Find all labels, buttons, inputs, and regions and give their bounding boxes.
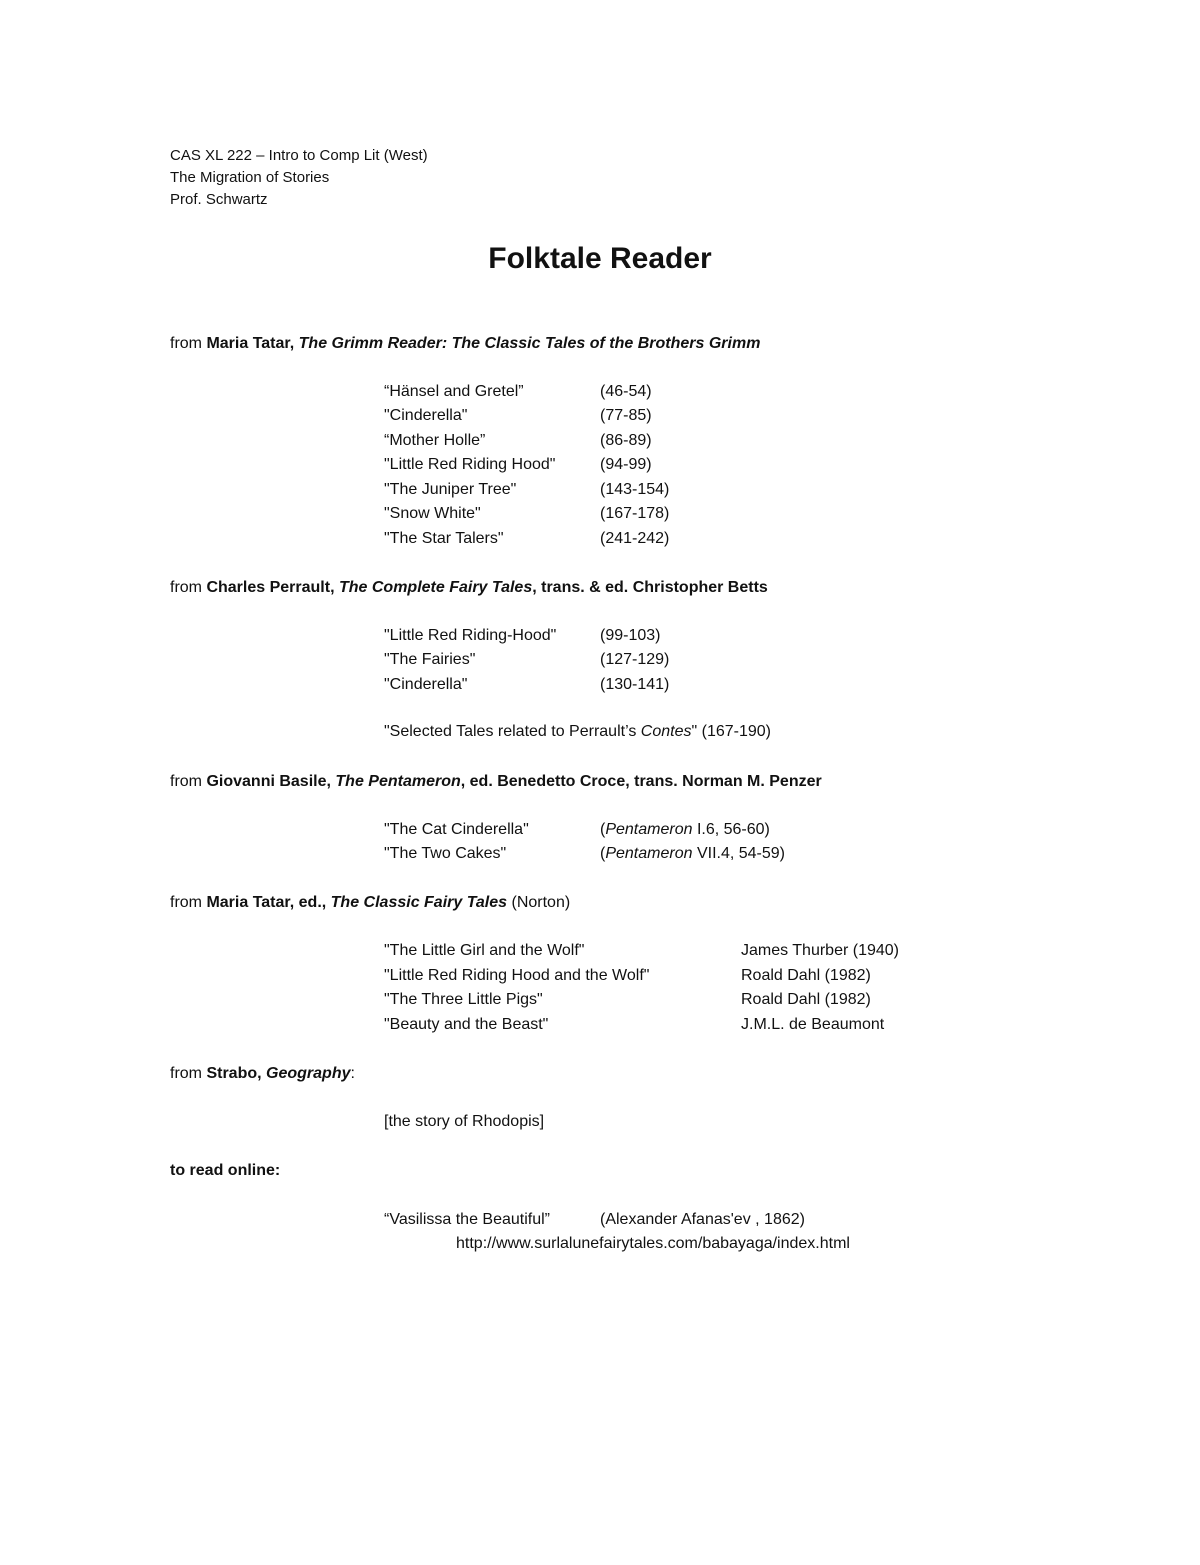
course-header <box>170 145 428 211</box>
tale-author: James Thurber (1940) <box>741 942 899 959</box>
source-details: : <box>350 1065 355 1082</box>
source-author: Maria Tatar, <box>206 335 295 352</box>
rhodopis-item: [the story of Rhodopis] <box>384 1113 545 1130</box>
source-heading-strabo <box>170 1063 355 1085</box>
tale-title: "The Three Little Pigs" <box>384 991 543 1008</box>
tale-author: J.M.L. de Beaumont <box>741 1016 885 1033</box>
source-heading-norton <box>170 892 570 914</box>
source-work: The Complete Fairy Tales <box>338 579 533 596</box>
tale-pages: (241-242) <box>600 530 670 547</box>
tale-pages: (167-178) <box>600 505 670 522</box>
tale-title: "Little Red Riding Hood and the Wolf" <box>384 967 650 984</box>
tale-pages: (77-85) <box>600 407 652 424</box>
course-code: CAS XL 222 – Intro to Comp Lit (West) <box>170 147 428 164</box>
source-prefix: from <box>170 335 207 352</box>
tale-pages: I.6, 56-60) <box>692 821 770 838</box>
tale-title: "The Cat Cinderella" <box>384 821 529 838</box>
pentameron-title: Pentameron <box>605 821 693 838</box>
tale-title: "Cinderella" <box>384 676 468 693</box>
tale-pages: (143-154) <box>600 481 670 498</box>
tale-title: "The Star Talers" <box>384 530 504 547</box>
tale-title: "Little Red Riding-Hood" <box>384 627 557 644</box>
source-author: Strabo, <box>206 1065 262 1082</box>
tale-title: “Vasilissa the Beautiful” <box>384 1211 550 1228</box>
course-subtitle: The Migration of Stories <box>170 169 330 186</box>
selected-tales-pages: " (167-190) <box>691 723 771 740</box>
tale-pages: (127-129) <box>600 651 670 668</box>
tale-pages: (46-54) <box>600 383 652 400</box>
source-work: The Pentameron <box>335 773 461 790</box>
selected-tales-line <box>384 721 771 743</box>
tale-reference <box>600 843 785 865</box>
tale-author: Roald Dahl (1982) <box>741 967 871 984</box>
tale-pages: (86-89) <box>600 432 652 449</box>
source-heading-basile <box>170 771 822 793</box>
source-author: Charles Perrault, <box>206 579 335 596</box>
online-heading: to read online: <box>170 1162 281 1179</box>
tale-title: "The Juniper Tree" <box>384 481 517 498</box>
tale-title: "The Two Cakes" <box>384 845 507 862</box>
page-title: Folktale Reader <box>488 242 712 275</box>
tale-author: Roald Dahl (1982) <box>741 991 871 1008</box>
tale-pages: (130-141) <box>600 676 670 693</box>
tale-reference <box>600 819 770 841</box>
selected-tales-text: "Selected Tales related to Perrault’s <box>384 723 641 740</box>
tale-title: "Snow White" <box>384 505 481 522</box>
online-link[interactable]: http://www.surlalunefairytales.com/babayaga/index.html <box>456 1235 850 1252</box>
contes-title: Contes <box>640 723 692 740</box>
instructor-name: Prof. Schwartz <box>170 191 268 208</box>
source-author: Giovanni Basile, <box>206 773 331 790</box>
tale-title: "Little Red Riding Hood" <box>384 456 556 473</box>
source-heading-grimm <box>170 333 760 355</box>
tale-title: “Mother Holle” <box>384 432 486 449</box>
source-details: , ed. Benedetto Croce, trans. Norman M. Penzer <box>460 773 822 790</box>
pentameron-title: Pentameron <box>605 845 693 862</box>
tale-title: “Hänsel and Gretel” <box>384 383 524 400</box>
source-details: (Norton) <box>507 894 571 911</box>
source-prefix: from <box>170 1065 207 1082</box>
source-prefix: from <box>170 894 207 911</box>
tale-pages: VII.4, 54-59) <box>692 845 785 862</box>
paren: ( <box>600 845 606 862</box>
source-prefix: from <box>170 579 207 596</box>
tale-pages: (94-99) <box>600 456 652 473</box>
source-heading-perrault <box>170 577 768 599</box>
source-work: Geography <box>266 1065 351 1082</box>
source-prefix: from <box>170 773 207 790</box>
source-work: The Grimm Reader: The Classic Tales of the Brothers Grimm <box>298 335 761 352</box>
source-details: , trans. & ed. Christopher Betts <box>532 579 768 596</box>
tale-title: "The Little Girl and the Wolf" <box>384 942 585 959</box>
tale-author: (Alexander Afanas'ev , 1862) <box>600 1211 805 1228</box>
source-author: Maria Tatar, ed., <box>206 894 327 911</box>
tale-title: "Cinderella" <box>384 407 468 424</box>
tale-title: "Beauty and the Beast" <box>384 1016 549 1033</box>
paren: ( <box>600 821 606 838</box>
source-work: The Classic Fairy Tales <box>330 894 508 911</box>
tale-pages: (99-103) <box>600 627 661 644</box>
tale-title: "The Fairies" <box>384 651 476 668</box>
